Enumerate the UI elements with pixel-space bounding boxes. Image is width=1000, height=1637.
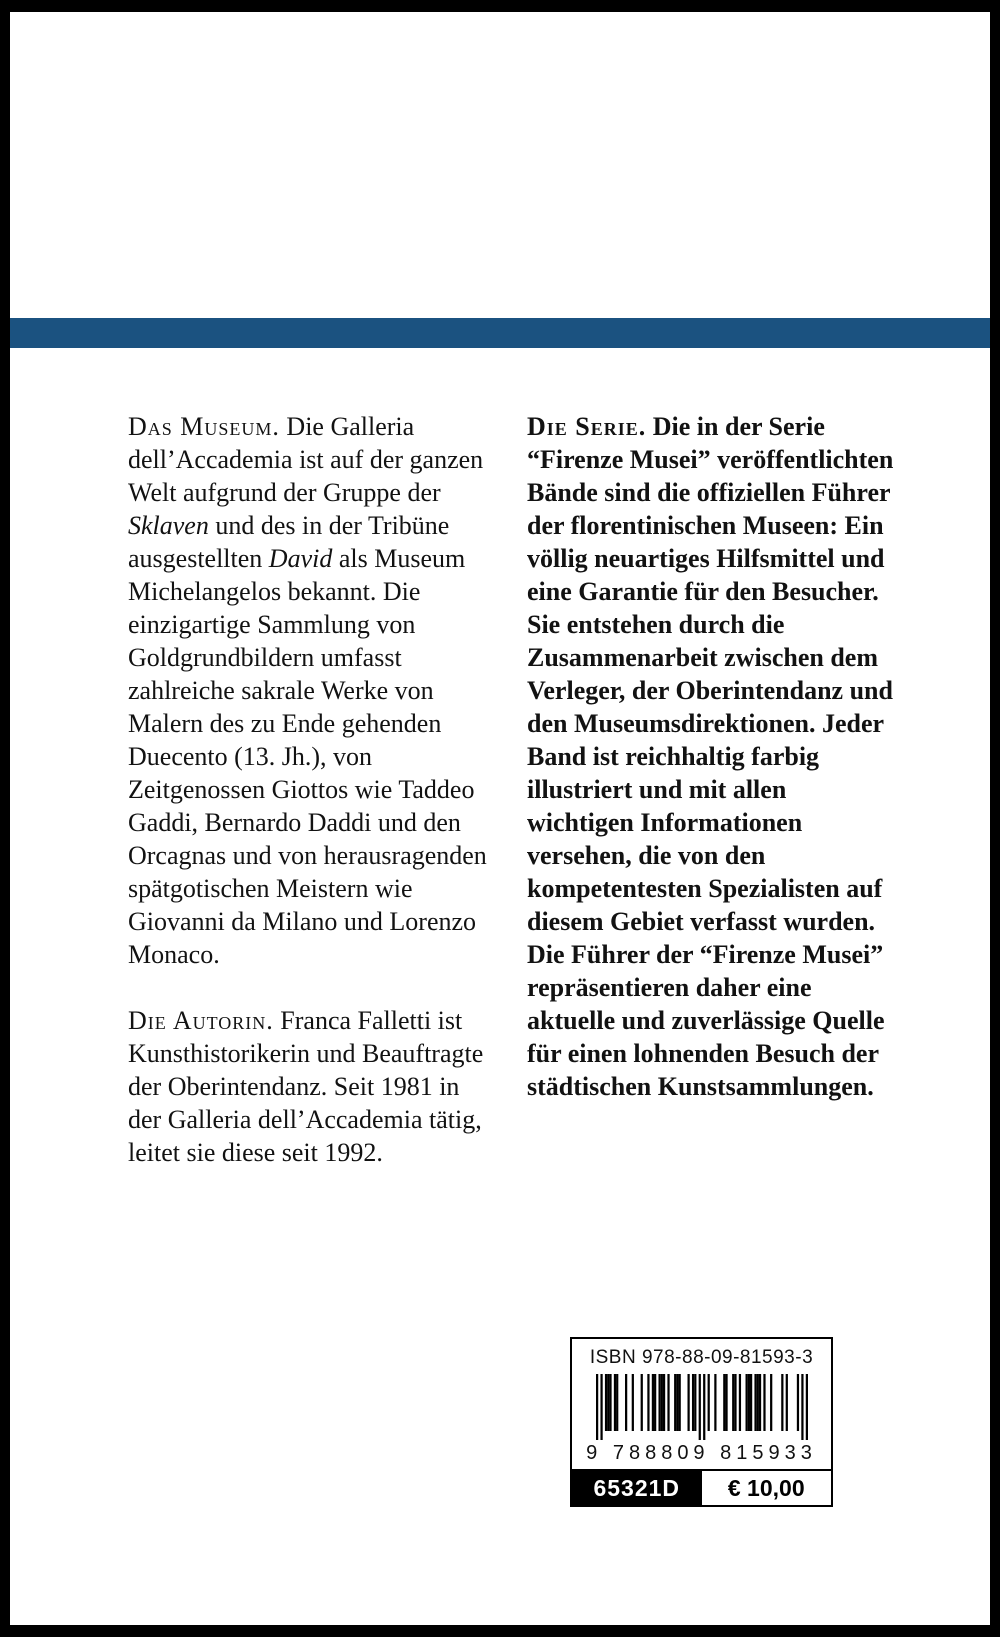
serie-paragraph: Die Serie. Die in der Serie “Firenze Musei” veröffentlichten Bände sind die offiziellen Führer der florentinischen Museen: Ein völlig neuartiges Hilfsmittel und eine Garantie für den Besucher. Sie entstehen durch die Zusammenarbeit zwischen dem Verleger, der Oberintendanz und den Museumsdirektionen. Jeder Band ist reichhaltig farbig illustriert und mit allen wichtigen Informationen versehen, die von den kompetentesten Spezialisten auf diesem Gebiet verfasst wurden. Die Führer der “Firenze Musei” repräsentieren daher eine aktuelle und zuverlässige Quelle für einen lohnenden Besuch der städtischen Kunstsammlungen.: [527, 412, 894, 1101]
barcode-area: [570, 1337, 833, 1507]
blue-band: [10, 318, 990, 348]
ean-digits: 9 788809 815933: [586, 1442, 817, 1464]
price-label: € 10,00: [727, 1474, 805, 1501]
edition-code-badge: 65321D: [572, 1471, 702, 1505]
right-column: [527, 410, 895, 1103]
price-row: [570, 1469, 833, 1507]
barcode-box: [570, 1337, 833, 1471]
ean13-barcode-icon: [596, 1374, 808, 1440]
autorin-paragraph: Die Autorin. Franca Falletti ist Kunsthistorikerin und Beauftragte der Oberintendanz. Seit 1981 in der Galleria dell’Accademia tätig, leitet sie diese seit 1992.: [128, 1006, 484, 1167]
isbn-label: ISBN 978-88-09-81593-3: [589, 1347, 814, 1368]
left-column: [128, 410, 490, 1169]
museum-paragraph: Das Museum. Die Galleria dell’Accademia ist auf der ganzen Welt aufgrund der Gruppe der Sklaven und des in der Tribüne ausgestellten David als Museum Michelangelos bekannt. Die einzigartige Sammlung von Goldgrundbildern umfasst zahlreiche sakrale Werke von Malern des zu Ende gehenden Duecento (13. Jh.), von Zeitgenossen Giottos wie Taddeo Gaddi, Bernardo Daddi und den Orcagnas und von herausragenden spätgotischen Meistern wie Giovanni da Milano und Lorenzo Monaco.: [128, 412, 487, 969]
